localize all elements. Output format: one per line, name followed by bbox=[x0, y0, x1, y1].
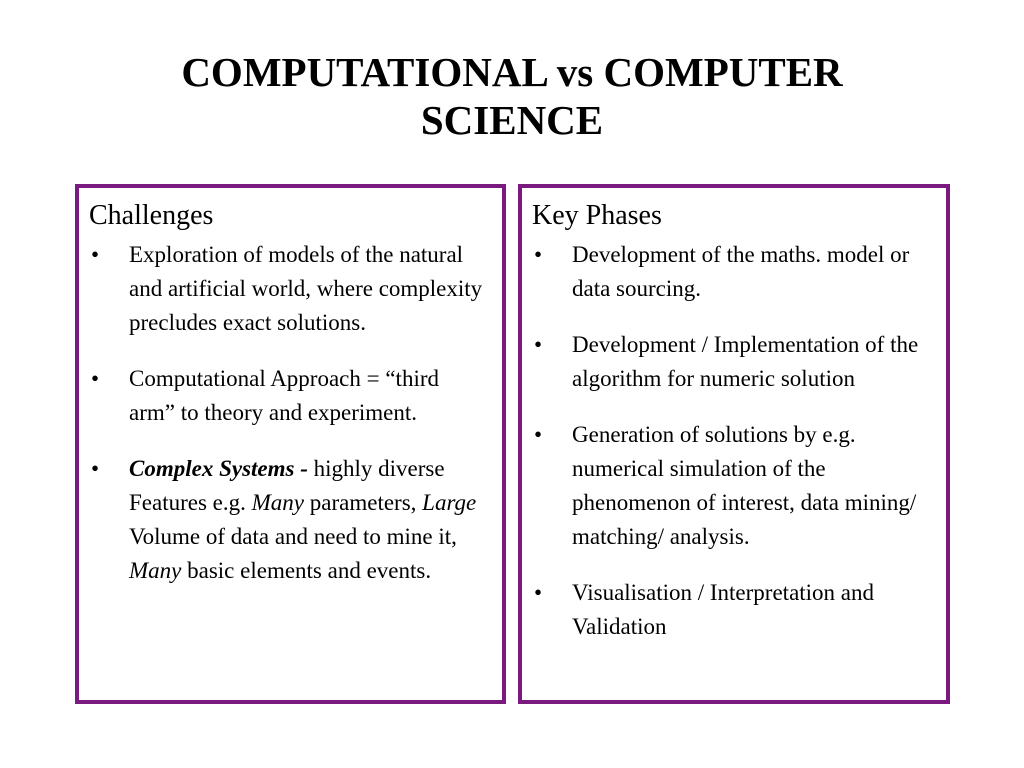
key-phases-panel bbox=[518, 184, 950, 704]
bullet-text: Exploration of models of the natural and artificial world, where complexity precludes exact solutions. bbox=[129, 242, 483, 335]
challenges-list bbox=[89, 238, 488, 588]
list-item bbox=[532, 418, 932, 554]
list-item bbox=[532, 238, 932, 306]
bullet-text-part: parameters, bbox=[304, 490, 423, 515]
bullet-icon: • bbox=[91, 456, 100, 481]
list-item bbox=[89, 238, 488, 340]
list-item bbox=[532, 328, 932, 396]
challenges-panel bbox=[75, 184, 506, 704]
complex-systems-emphasis: Complex Systems - bbox=[129, 456, 308, 481]
key-phases-heading: Key Phases bbox=[532, 200, 662, 231]
bullet-text: Development / Implementation of the algorithm for numeric solution bbox=[572, 332, 919, 391]
bullet-text-part: highly diverse Features e.g. bbox=[129, 456, 445, 515]
bullet-text: Development of the maths. model or data sourcing. bbox=[572, 242, 910, 301]
bullet-icon: • bbox=[534, 580, 543, 605]
bullet-icon: • bbox=[91, 366, 100, 391]
list-item bbox=[89, 452, 488, 588]
bullet-text: Visualisation / Interpretation and Validation bbox=[572, 580, 875, 639]
bullet-text-part: Volume of data and need to mine it, bbox=[129, 524, 457, 549]
key-phases-list bbox=[532, 238, 932, 644]
bullet-icon: • bbox=[534, 422, 543, 447]
list-item bbox=[532, 576, 932, 644]
bullet-text-part: basic elements and events. bbox=[181, 558, 432, 583]
slide-title-line-2: SCIENCE bbox=[420, 97, 604, 143]
emphasis-many: Many bbox=[251, 490, 305, 515]
list-item bbox=[89, 362, 488, 430]
emphasis-many: Many bbox=[129, 558, 182, 583]
challenges-heading: Challenges bbox=[89, 200, 214, 231]
emphasis-large: Large bbox=[422, 490, 477, 515]
bullet-text: Generation of solutions by e.g. numerical simulation of the phenomenon of interest, data mining/ matching/ analysis. bbox=[572, 422, 917, 549]
bullet-icon: • bbox=[534, 242, 543, 267]
bullet-icon: • bbox=[534, 332, 543, 357]
slide-title bbox=[0, 48, 1024, 144]
slide-title-line-1: COMPUTATIONAL vs COMPUTER bbox=[181, 49, 843, 95]
bullet-icon: • bbox=[91, 242, 100, 267]
bullet-text: Computational Approach = “third arm” to theory and experiment. bbox=[129, 366, 439, 425]
bullet-text bbox=[129, 456, 476, 583]
